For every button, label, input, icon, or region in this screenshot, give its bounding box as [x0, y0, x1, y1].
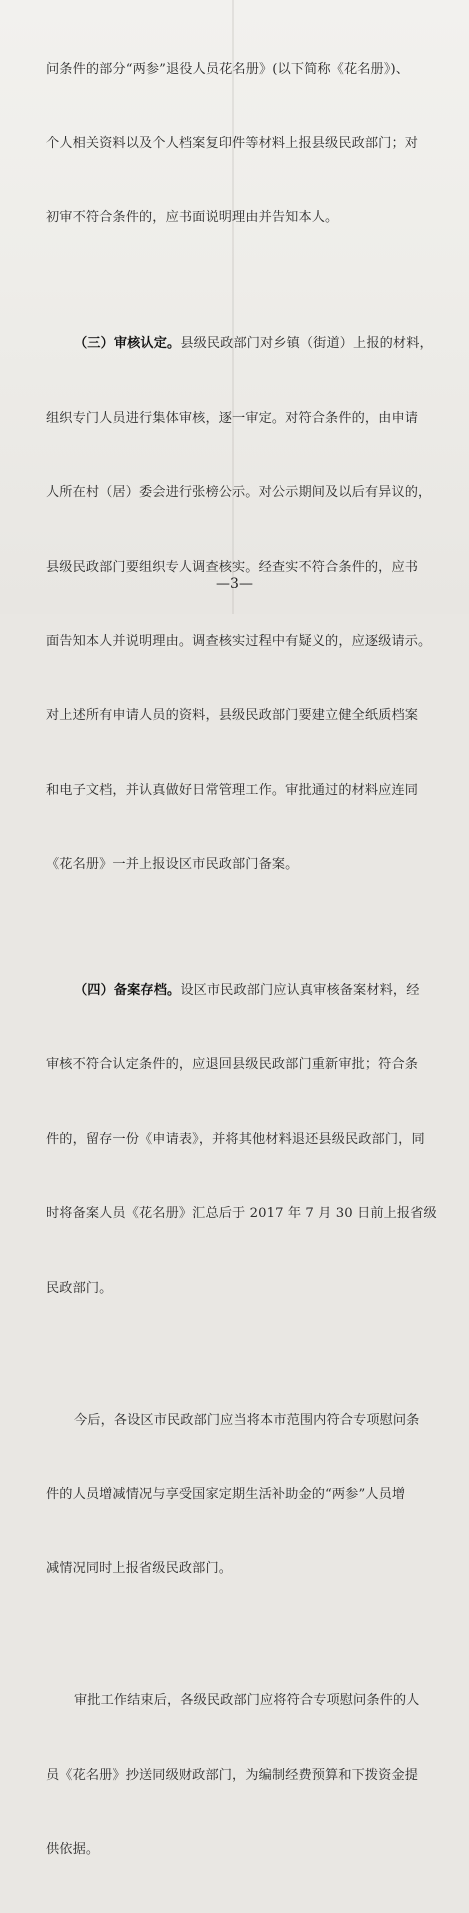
- paragraph-finance: [46, 1640, 440, 1913]
- paragraph-report: [46, 1359, 440, 1632]
- text-line: 减情况同时上报省级民政部门。: [46, 1561, 233, 1577]
- section-heading: （三）审核认定。: [74, 336, 181, 352]
- text-fragment: 设区市民政部门应认真审核备案材料，经: [180, 983, 420, 999]
- document-body: [46, 8, 440, 1913]
- text-line: 面告知本人并说明理由。调查核实过程中有疑义的，应逐级请示。: [46, 633, 432, 649]
- text-line: [46, 979, 440, 1004]
- text-line: 问条件的部分“两参”退役人员花名册》(以下简称《花名册》)、: [46, 61, 410, 77]
- text-line: 个人相关资料以及个人档案复印件等材料上报县级民政部门；对: [46, 135, 419, 151]
- paragraph-section-3: [46, 283, 440, 928]
- text-line: 《花名册》一并上报设区市民政部门备案。: [46, 857, 299, 873]
- text-line: 对上述所有申请人员的资料，县级民政部门要建立健全纸质档案: [46, 708, 419, 724]
- text-line: 时将备案人员《花名册》汇总后于 2017 年 7 月 30 日前上报省级: [46, 1206, 437, 1222]
- text-line: 员《花名册》抄送同级财政部门，为编制经费预算和下拨资金提: [46, 1767, 419, 1783]
- text-fragment: 县级民政部门对乡镇（街道）上报的材料，: [180, 336, 433, 352]
- paragraph-section-4: [46, 929, 440, 1351]
- page-number: —3—: [216, 576, 253, 592]
- text-line: 和电子文档，并认真做好日常管理工作。审批通过的材料应连同: [46, 782, 419, 798]
- text-line: 县级民政部门要组织专人调查核实。经查实不符合条件的，应书: [46, 559, 419, 575]
- paragraph-intro-continuation: [46, 8, 440, 281]
- text-line: 民政部门。: [46, 1280, 113, 1296]
- text-line: 审批工作结束后，各级民政部门应将符合专项慰问条件的人: [74, 1693, 420, 1709]
- text-line: 供依据。: [46, 1842, 100, 1858]
- text-line: 审核不符合认定条件的，应退回县级民政部门重新审批；符合条: [46, 1057, 419, 1073]
- text-line: 件的人员增减情况与享受国家定期生活补助金的“两参”人员增: [46, 1487, 406, 1503]
- text-line: 初审不符合条件的，应书面说明理由并告知本人。: [46, 210, 339, 226]
- text-line: 今后，各设区市民政部门应当将本市范围内符合专项慰问条: [74, 1412, 420, 1428]
- section-heading: （四）备案存档。: [74, 983, 181, 999]
- text-line: 件的，留存一份《申请表》，并将其他材料退还县级民政部门，同: [46, 1131, 425, 1147]
- text-line: 组织专门人员进行集体审核，逐一审定。对符合条件的，由申请: [46, 410, 419, 426]
- text-line: [46, 332, 440, 357]
- text-line: 人所在村（居）委会进行张榜公示。对公示期间及以后有异议的，: [46, 485, 432, 501]
